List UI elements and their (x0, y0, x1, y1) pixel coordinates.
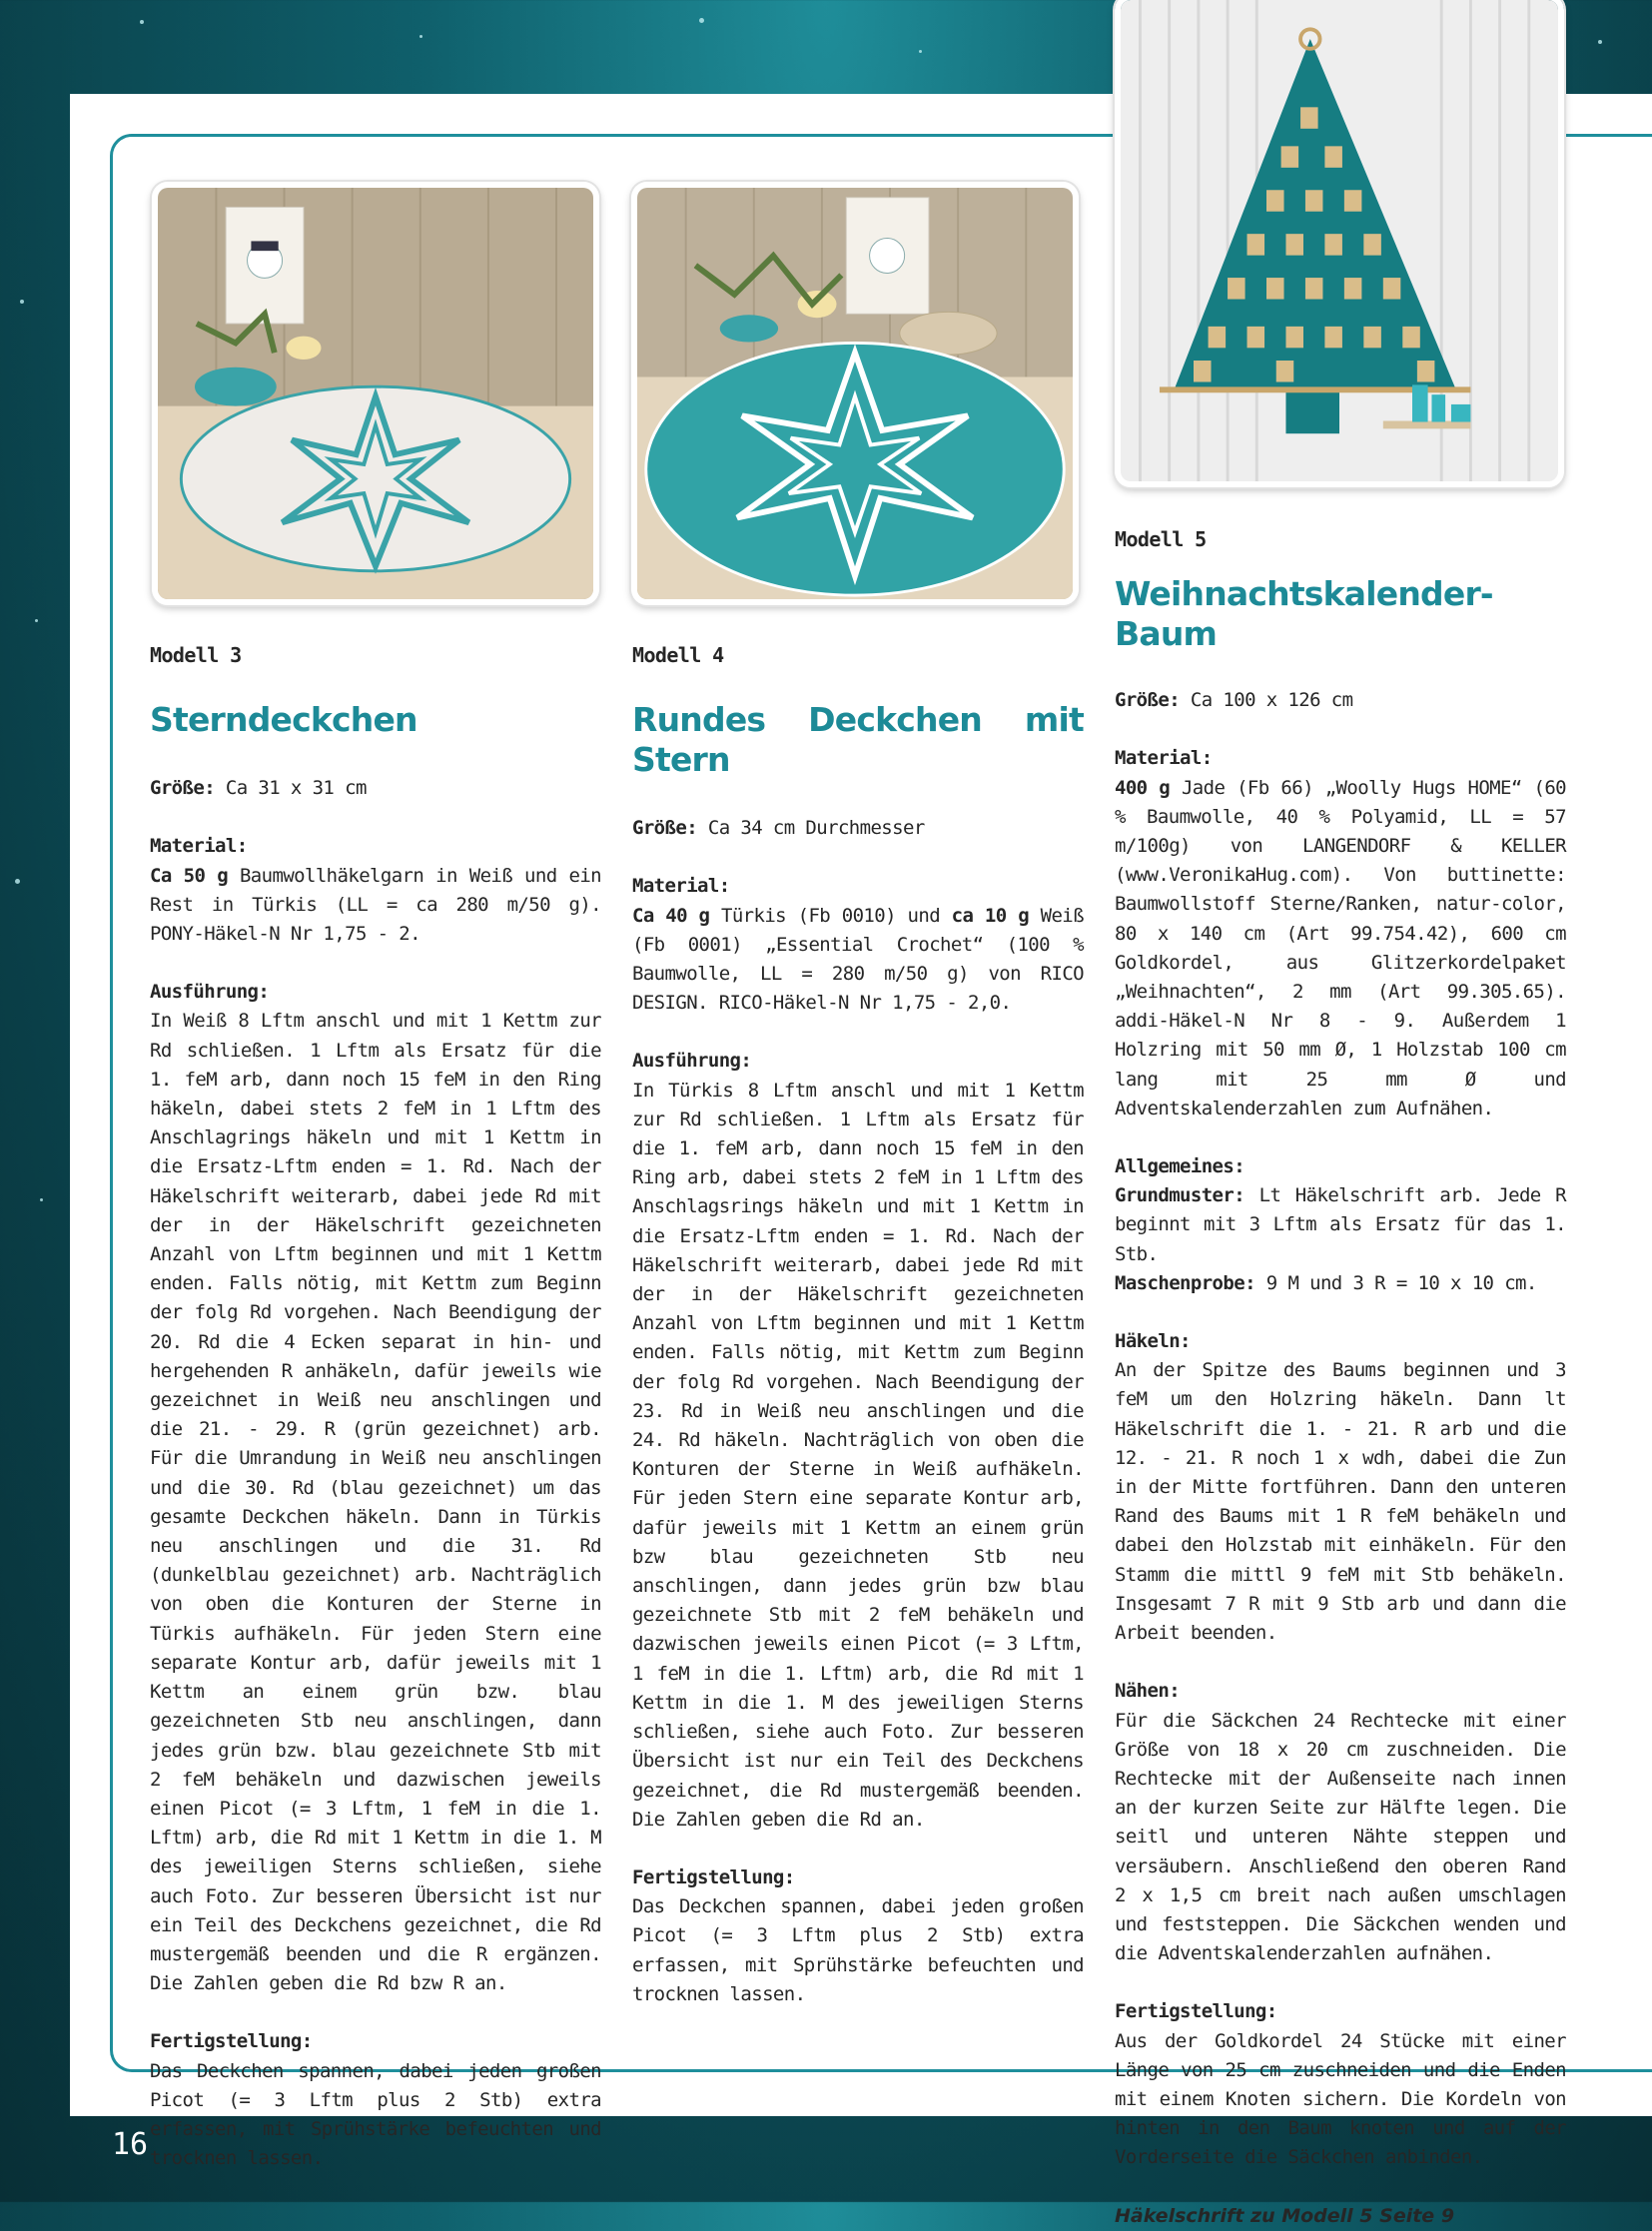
modell-3-label: Modell 3 (150, 643, 242, 667)
sparkle (1598, 40, 1602, 44)
material-amount: Ca 50 g (150, 864, 229, 887)
modell-4-material (632, 902, 1084, 1019)
material-heading: Material: (1115, 747, 1213, 770)
material-amount: 400 g (1115, 776, 1171, 799)
modell-3-column (150, 641, 601, 2173)
sparkle (419, 35, 422, 38)
size-label: Größe: (632, 817, 698, 840)
material-text: Baumwollhäkelgarn in Weiß und ein Rest in Türkis (LL = ca 280 m/50 g). PONY-Häkel-N Nr 1,75 - 2. (150, 864, 601, 946)
modell-3-fertigstellung: Das Deckchen spannen, dabei jeden großen Picot (= 3 Lftm plus 2 Stb) extra erfassen, mit Sprühstärke befeuchten und trocknen lassen. (150, 2059, 601, 2170)
modell-3-ausfuehrung: In Weiß 8 Lftm anschl und mit 1 Kettm zur Rd schließen. 1 Lftm als Ersatz für die 1. feM arb, dann noch 15 feM in den Ring häkeln, dabei stets 2 feM in 1 Lftm des Anschlagrings häkeln und mit 1 Kettm in die Ersatz-Lftm enden = 1. Rd. Nach der Häkelschrift weiterarb, dabei jede Rd mit der in der Häkelschrift gezeichneten Anzahl von Lftm beginnen und mit 1 Kettm enden. Falls nötig, mit Kettm zum Beginn der folg Rd vorgehen. Nach Beendigung der 20. Rd die 4 Ecken separat in hin- und hergehenden R anhäkeln, dafür jeweils wie gezeichnet in Weiß neu anschlingen und die 21. - 29. R (grün gezeichnet) arb. Für die Umrandung in Weiß neu anschlingen und die 30. Rd (blau gezeichnet) um das gesamte Deckchen häkeln. Dann in Türkis neu anschlingen und die 31. Rd (dunkelblau gezeichnet) arb. Nachträglich von oben die Konturen der Sterne in Türkis aufhäkeln. Für jeden Stern eine separate Kontur arb, dafür jeweils mit 1 Kettm an einem grün bzw. blau gezeichneten Stb neu anschlingen, dann jedes grün bzw. blau gezeichnete Stb mit 2 feM behäkeln und dazwischen jeweils einen Picot (= 3 Lftm, 1 feM in die 1. Lftm) arb, die Rd mit 1 Kettm in die 1. M des jeweiligen Sterns schließen, siehe auch Foto. Zur besseren Übersicht ist nur ein Teil des Deckchens gezeichnet, die Rd mustergemäß beenden und die R ergänzen. Die Zahlen geben die Rd bzw R an. (150, 1010, 601, 1995)
fertigstellung-heading: Fertigstellung: (1115, 2000, 1277, 2023)
size-value: Ca 34 cm Durchmesser (697, 817, 925, 840)
modell-3-material (150, 862, 601, 950)
ausfuehrung-heading: Ausführung: (150, 981, 270, 1004)
modell-5-fertigstellung: Aus der Goldkordel 24 Stücke mit einer Länge von 25 cm zuschneiden und die Enden mit einem Knoten sichern. Die Kordeln von hinten in den Baum knoten und auf der Vorderseite die Säckchen anbinden. (1115, 2029, 1566, 2169)
sparkle (35, 619, 38, 622)
haekelschrift-note: Häkelschrift zu Modell 5 Seite 9 (1115, 2204, 1455, 2227)
material-heading: Material: (150, 835, 248, 858)
sparkle (699, 18, 704, 23)
material-text: Jade (Fb 66) „Woolly Hugs HOME“ (60 % Baumwolle, 40 % Polyamid, LL = 57 m/100g) von LANGENDORF & KELLER (www.VeronikaHug.com). Von buttinette: Baumwollstoff Sterne/Ranken, natur-color, 80 x 140 cm (Art 99.754.42), 600 cm Goldkordel, aus Glitzerkordelpaket „Weihnachten“, 2 mm (Art 99.305.65). addi-Häkel-N Nr 8 - 9. Außerdem 1 Holzring mit 50 mm Ø, 1 Holzstab 100 cm lang mit 25 mm Ø und Adventskalenderzahlen zum Aufnähen. (1115, 776, 1567, 1119)
photo-modell-5 (1115, 0, 1564, 487)
maschenprobe-label: Maschenprobe: (1115, 1271, 1255, 1294)
modell-5-grundmuster (1115, 1181, 1566, 1269)
photo-modell-3 (152, 182, 599, 605)
grundmuster-label: Grundmuster: (1115, 1184, 1245, 1207)
sparkle (140, 20, 144, 24)
material-amount-2: ca 10 g (951, 904, 1030, 927)
ausfuehrung-heading: Ausführung: (632, 1050, 752, 1073)
modell-4-fertigstellung: Das Deckchen spannen, dabei jeden großen Picot (= 3 Lftm plus 2 Stb) extra erfassen, mit Sprühstärke befeuchten und trocknen lassen. (632, 1895, 1084, 2005)
modell-3-size (150, 774, 601, 803)
modell-5-naehen: Für die Säckchen 24 Rechtecke mit einer Größe von 18 x 20 cm zuschneiden. Die Rechtecke mit der Außenseite nach innen an der kurzen Seite zur Hälfte legen. Die seitl und unteren Nähte steppen und versäubern. Anschließend den oberen Rand 2 x 1,5 cm breit nach außen umschlagen und feststeppen. Die Säckchen wenden und die Adventskalenderzahlen aufnähen. (1115, 1709, 1566, 1965)
allgemeines-heading: Allgemeines: (1115, 1155, 1245, 1178)
sparkle (919, 50, 922, 53)
modell-5-size (1115, 686, 1566, 715)
grundmuster-text: Lt Häkelschrift arb. Jede R beginnt mit 3 Lftm als Ersatz für das 1. Stb. (1115, 1184, 1566, 1265)
modell-4-size (632, 814, 1084, 843)
modell-3-title: Sterndeckchen (150, 700, 417, 740)
material-amount-1: Ca 40 g (632, 904, 710, 927)
naehen-heading: Nähen: (1115, 1680, 1181, 1703)
size-label: Größe: (150, 777, 216, 800)
modell-4-title: Rundes Deckchen mit Stern (632, 700, 1084, 780)
modell-5-column (1115, 525, 1566, 2231)
sparkle (20, 300, 24, 304)
material-text-1: Türkis (Fb 0010) und (709, 904, 952, 927)
fertigstellung-heading: Fertigstellung: (632, 1865, 795, 1888)
fertigstellung-heading: Fertigstellung: (150, 2030, 313, 2053)
modell-5-label: Modell 5 (1115, 527, 1207, 551)
size-value: Ca 100 x 126 cm (1180, 689, 1353, 712)
haekeln-heading: Häkeln: (1115, 1330, 1191, 1353)
material-text-2: Weiß (Fb 0001) „Essential Crochet“ (100 % Baumwolle, LL = 280 m/50 g) von RICO DESIGN. RICO-Häkel-N Nr 1,75 - 2,0. (632, 904, 1084, 1015)
sparkle (15, 879, 20, 884)
size-label: Größe: (1115, 689, 1181, 712)
modell-4-column (632, 641, 1084, 2009)
sparkle (40, 1198, 43, 1201)
material-heading: Material: (632, 875, 730, 898)
modell-4-label: Modell 4 (632, 643, 724, 667)
modell-5-haekeln: An der Spitze des Baums beginnen und 3 feM um den Holzring häkeln. Dann lt Häkelschrift die 1. - 21. R arb und die 12. - 21. R noch 1 x wdh, dabei die Zun in der Mitte fortführen. Dann den unteren Rand des Baums mit 1 R feM behäkeln und dabei den Holzstab mit einhäkeln. Für den Stamm die mittl 9 feM mit Stb behäkeln. Insgesamt 7 R mit 9 Stb arb und dann die Arbeit beenden. (1115, 1359, 1566, 1645)
maschenprobe-text: 9 M und 3 R = 10 x 10 cm. (1254, 1271, 1537, 1294)
modell-5-maschenprobe (1115, 1269, 1566, 1298)
modell-4-ausfuehrung: In Türkis 8 Lftm anschl und mit 1 Kettm zur Rd schließen. 1 Lftm als Ersatz für die 1. feM arb, dann noch 15 feM in den Ring arb, dabei stets 2 feM in 1 Lftm des Anschlagsrings häkeln und mit 1 Kettm in die Ersatz-Lftm enden = 1. Rd. Nach der Häkelschrift weiterarb, dabei jede Rd mit der in der Häkelschrift gezeichneten Anzahl von Lftm beginnen und mit 1 Kettm enden. Falls nötig, mit Kettm zum Beginn der folg Rd vorgehen. Nach Beendigung der 23. Rd in Weiß neu anschlingen und die 24. Rd häkeln. Nachträglich von oben die Konturen der Sterne in Weiß aufhäkeln. Für jeden Stern eine separate Kontur arb, dafür jeweils mit 1 Kettm an einem grün bzw blau gezeichneten Stb neu anschlingen, dann jedes grün bzw blau gezeichnete Stb mit 2 feM behäkeln und dazwischen jeweils einen Picot (= 3 Lftm, 1 feM in die 1. Lftm) arb, die Rd mit 1 Kettm in die 1. M des jeweiligen Sterns schließen, siehe auch Foto. Zur besseren Übersicht ist nur ein Teil des Deckchens gezeichnet, die Rd mustergemäß beenden. Die Zahlen geben die Rd an. (632, 1079, 1084, 1831)
photo-modell-4 (631, 182, 1079, 605)
size-value: Ca 31 x 31 cm (215, 777, 367, 800)
modell-5-title: Weihnachtskalender-Baum (1115, 574, 1493, 654)
page-number: 16 (112, 2127, 149, 2162)
modell-5-material (1115, 774, 1566, 1123)
